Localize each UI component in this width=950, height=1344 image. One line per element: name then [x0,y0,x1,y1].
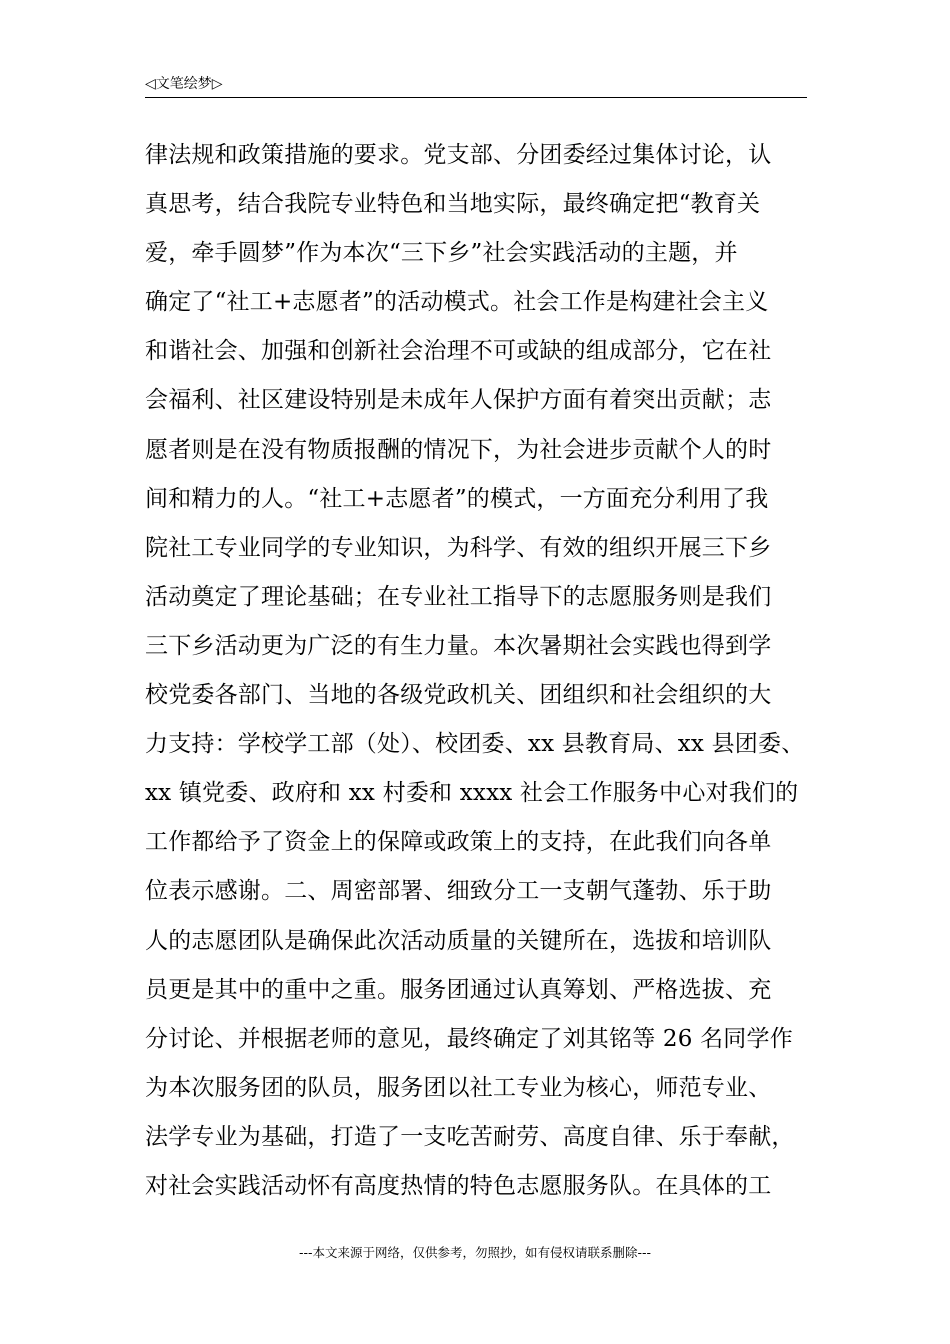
text-line: 分讨论、并根据老师的意见，最终确定了刘其铭等 26 名同学作 [145,1025,793,1052]
document-body [145,131,815,1211]
text-line: 愿者则是在没有物质报酬的情况下，为社会进步贡献个人的时 [145,436,772,463]
text-line: 活动奠定了理论基础；在专业社工指导下的志愿服务则是我们 [145,583,772,610]
text-line: 三下乡活动更为广泛的有生力量。本次暑期社会实践也得到学 [145,632,772,659]
text-line: 员更是其中的重中之重。服务团通过认真筹划、严格选拔、充 [145,976,772,1003]
text-line: 法学专业为基础，打造了一支吃苦耐劳、高度自律、乐于奉献， [145,1123,795,1150]
text-line: 院社工专业同学的专业知识，为科学、有效的组织开展三下乡 [145,534,772,561]
page-footer: ---本文来源于网络，仅供参考，勿照抄，如有侵权请联系删除--- [298,1245,652,1260]
text-line: 间和精力的人。“社工+志愿者”的模式，一方面充分利用了我 [145,485,769,512]
text-line: 位表示感谢。二、周密部署、细致分工一支朝气蓬勃、乐于助 [145,878,772,905]
text-line: 人的志愿团队是确保此次活动质量的关键所在，选拔和培训队 [145,927,772,954]
text-line: 爱，牵手圆梦”作为本次“三下乡”社会实践活动的主题，并 [145,240,738,267]
text-line: 力支持：学校学工部（处）、校团委、xx 县教育局、xx 县团委、 [145,731,805,758]
page-header [145,73,807,98]
text-line: 律法规和政策措施的要求。党支部、分团委经过集体讨论，认 [145,142,772,168]
text-line: 对社会实践活动怀有高度热情的特色志愿服务队。在具体的工 [145,1172,772,1199]
text-line: 校党委各部门、当地的各级党政机关、团组织和社会组织的大 [145,682,772,709]
text-line: 真思考，结合我院专业特色和当地实际，最终确定把“教育关 [145,191,761,218]
text-line: 和谐社会、加强和创新社会治理不可或缺的组成部分，它在社 [145,338,772,365]
text-line: 确定了“社工+志愿者”的活动模式。社会工作是构建社会主义 [145,289,769,316]
text-line: 会福利、社区建设特别是未成年人保护方面有着突出贡献；志 [145,387,772,414]
text-line: 为本次服务团的队员，服务团以社工专业为核心，师范专业、 [145,1074,772,1101]
text-line: xx 镇党委、政府和 xx 村委和 xxxx 社会工作服务中心对我们的 [145,780,799,807]
text-line: 工作都给予了资金上的保障或政策上的支持，在此我们向各单 [145,829,772,856]
header-title: ◁文笔绘梦▷ [145,76,223,92]
